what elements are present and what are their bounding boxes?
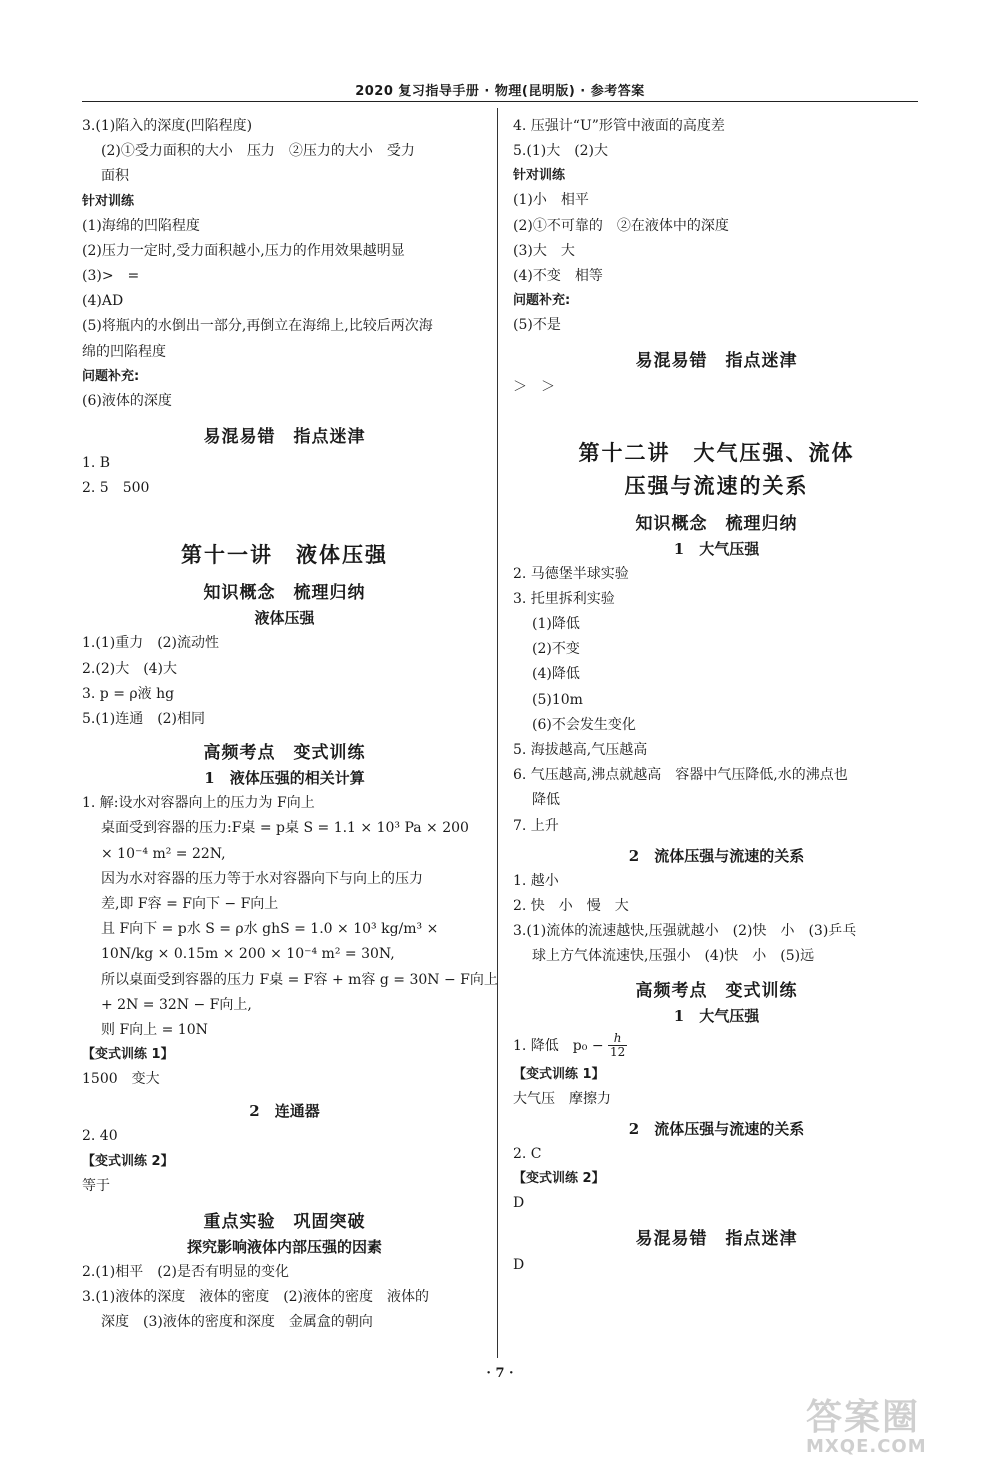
fraction xyxy=(608,1032,627,1059)
answer-line: 所以桌面受到容器的压力 F桌 = F容 + m容 g = 30N − F向上 xyxy=(101,971,498,988)
answer-line: (3)大 大 xyxy=(513,242,575,259)
answer-line: 5.(1)大 (2)大 xyxy=(513,143,609,160)
answer-line: 2. 快 小 慢 大 xyxy=(513,898,629,915)
answer-line: 因为水对容器的压力等于水对容器向下与向上的压力 xyxy=(101,870,423,887)
answer-line: 且 F向下 = p水 S = ρ水 ghS = 1.0 × 10³ kg/m³ × xyxy=(101,921,439,938)
answer-line: 2. 5 500 xyxy=(82,480,150,497)
column-divider xyxy=(497,108,498,1358)
sub-heading: 2 流体压强与流速的关系 xyxy=(628,1119,805,1138)
section-heading: 高频考点 变式训练 xyxy=(203,743,366,764)
label-practice: 针对训练 xyxy=(513,168,566,184)
answer-line: 3. p = ρ液 hg xyxy=(82,685,175,702)
answer-line: 深度 (3)液体的密度和深度 金属盒的朝向 xyxy=(101,1314,373,1331)
answer-line: 球上方气体流速快,压强小 (4)快 小 (5)远 xyxy=(532,948,815,965)
answer-line: (5)将瓶内的水倒出一部分,再倒立在海绵上,比较后两次海 xyxy=(82,318,433,335)
answer-line: 等于 xyxy=(82,1177,110,1194)
header-rule xyxy=(82,101,918,102)
answer-line: (6)液体的深度 xyxy=(82,392,172,409)
section-heading: 易混易错 指点迷津 xyxy=(635,1229,798,1250)
answer-line: 1. 越小 xyxy=(513,872,559,889)
lecture-title: 第十二讲 大气压强、流体 xyxy=(578,440,855,465)
answer-line: 2.(1)相平 (2)是否有明显的变化 xyxy=(82,1263,290,1280)
sub-heading: 2 流体压强与流速的关系 xyxy=(628,846,805,865)
answer-line: 1. 解:设水对容器向上的压力为 F向上 xyxy=(82,795,315,812)
answer-line: 大气压 摩擦力 xyxy=(513,1090,611,1107)
label-variant-2: 【变式训练 2】 xyxy=(513,1171,605,1187)
answer-line: (1)小 相平 xyxy=(513,192,589,209)
section-heading: 知识概念 梳理归纳 xyxy=(635,513,798,534)
answer-line: (2)①受力面积的大小 压力 ②压力的大小 受力 xyxy=(101,143,415,160)
sub-heading: 1 大气压强 xyxy=(673,539,760,558)
answer-line: (1)降低 xyxy=(532,616,580,633)
section-heading: 易混易错 指点迷津 xyxy=(635,351,798,372)
answer-line: 降低 xyxy=(532,792,560,809)
answer-line: (5)10m xyxy=(532,691,583,708)
answer-line: 1. B xyxy=(82,455,111,472)
label-variant-1: 【变式训练 1】 xyxy=(513,1066,605,1082)
answer-line: D xyxy=(513,1195,525,1212)
fraction-denominator: 12 xyxy=(610,1045,626,1060)
sub-heading: 2 连通器 xyxy=(249,1102,320,1121)
page-number: · 7 · xyxy=(486,1366,514,1381)
answer-line: 桌面受到容器的压力:F桌 = p桌 S = 1.1 × 10³ Pa × 200 xyxy=(101,820,469,837)
sub-heading: 1 液体压强的相关计算 xyxy=(204,769,365,788)
answer-line: + 2N = 32N − F向上, xyxy=(101,996,252,1013)
answer-line: 3.(1)液体的深度 液体的密度 (2)液体的密度 液体的 xyxy=(82,1289,430,1306)
answer-line: (1)海绵的凹陷程度 xyxy=(82,217,200,234)
answer-line: 4. 压强计“U”形管中液面的高度差 xyxy=(513,118,725,134)
answer-line: 面积 xyxy=(101,168,129,185)
answer-text: 1. 降低 p₀ − xyxy=(513,1037,604,1054)
right-column xyxy=(513,114,920,1278)
section-heading: 知识概念 梳理归纳 xyxy=(203,583,366,604)
watermark-small-text: MXQE.COM xyxy=(806,1436,927,1457)
answer-line: 2. C xyxy=(513,1145,542,1162)
answer-line: 6. 气压越高,沸点就越高 容器中气压降低,水的沸点也 xyxy=(513,767,848,784)
answer-line: (3)> = xyxy=(82,268,140,285)
section-heading: 易混易错 指点迷津 xyxy=(203,427,366,448)
answer-line: 7. 上升 xyxy=(513,817,559,834)
answer-line: 3.(1)陷入的深度(凹陷程度) xyxy=(82,118,253,134)
section-heading: 高频考点 变式训练 xyxy=(635,980,798,1001)
answer-line: 1.(1)重力 (2)流动性 xyxy=(82,635,220,652)
answer-line: × 10⁻⁴ m² = 22N, xyxy=(101,845,226,862)
label-supplement: 问题补充: xyxy=(513,293,571,309)
left-column xyxy=(82,114,498,1336)
answer-line: 绵的凹陷程度 xyxy=(82,343,166,360)
answer-line: (4)降低 xyxy=(532,666,580,683)
watermark-logo xyxy=(806,1398,966,1456)
lecture-title: 压强与流速的关系 xyxy=(624,473,809,498)
answer-line: 1500 变大 xyxy=(82,1071,160,1088)
answer-line-fraction xyxy=(513,1029,920,1063)
answer-line: (2)①不可靠的 ②在液体中的深度 xyxy=(513,217,729,234)
answer-line: 2.(2)大 (4)大 xyxy=(82,660,178,677)
page-header: 2020 复习指导手册 · 物理(昆明版) · 参考答案 xyxy=(355,84,645,99)
answer-line: 差,即 F容 = F向下 − F向上 xyxy=(101,896,279,913)
sub-heading: 液体压强 xyxy=(254,609,315,628)
answer-line: 3.(1)流体的流速越快,压强就越小 (2)快 小 (3)乒乓 xyxy=(513,923,857,940)
sub-heading: 探究影响液体内部压强的因素 xyxy=(186,1237,382,1256)
lecture-title: 第十一讲 液体压强 xyxy=(181,543,388,568)
answer-line: D xyxy=(513,1257,525,1274)
fraction-numerator: h xyxy=(608,1032,627,1046)
answer-line: 2. 40 xyxy=(82,1128,118,1145)
sub-heading: 1 大气压强 xyxy=(673,1006,760,1025)
answer-line: 5. 海拔越高,气压越高 xyxy=(513,742,648,759)
label-practice: 针对训练 xyxy=(82,193,135,209)
answer-line: (2)不变 xyxy=(532,641,580,658)
answer-line: (4)AD xyxy=(82,293,124,310)
label-variant-1: 【变式训练 1】 xyxy=(82,1047,174,1063)
watermark-big-text: 答案圈 xyxy=(806,1397,921,1438)
label-supplement: 问题补充: xyxy=(82,368,140,384)
answer-line: (2)压力一定时,受力面积越小,压力的作用效果越明显 xyxy=(82,242,405,259)
section-heading: 重点实验 巩固突破 xyxy=(203,1211,366,1232)
answer-line: (5)不是 xyxy=(513,317,561,334)
answer-line: 5.(1)连通 (2)相同 xyxy=(82,711,206,728)
answer-line: (4)不变 相等 xyxy=(513,268,603,285)
answer-line: ＞ ＞ xyxy=(513,379,555,396)
answer-line: 则 F向上 = 10N xyxy=(101,1022,208,1039)
answer-line: 10N/kg × 0.15m × 200 × 10⁻⁴ m² = 30N, xyxy=(101,946,395,963)
answer-line: 2. 马德堡半球实验 xyxy=(513,565,629,582)
answer-line: (6)不会发生变化 xyxy=(532,716,636,733)
label-variant-2: 【变式训练 2】 xyxy=(82,1153,174,1169)
answer-line: 3. 托里拆利实验 xyxy=(513,590,615,607)
